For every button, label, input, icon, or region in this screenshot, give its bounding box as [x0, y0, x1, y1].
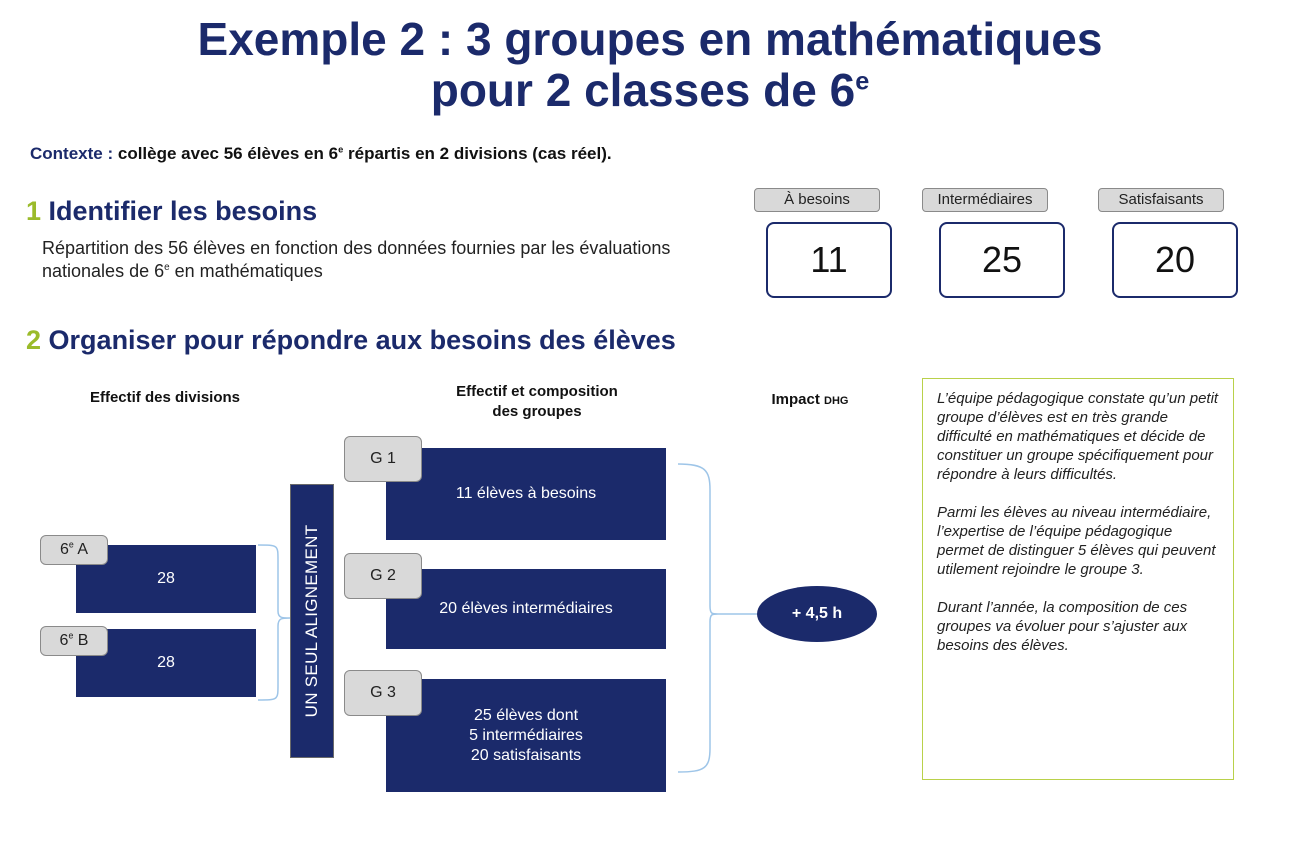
stat-label-satisfaisants: Satisfaisants: [1098, 188, 1224, 212]
group-tag-2: G 2: [344, 553, 422, 599]
title-line-1: Exemple 2 : 3 groupes en mathématiques: [197, 13, 1103, 65]
explanation-note: [922, 378, 1234, 780]
division-tag-b: 6e B: [40, 626, 108, 656]
header-groups: Effectif et composition des groupes: [456, 383, 618, 420]
note-paragraph-3: Durant l’année, la composition de ces groupes va évoluer pour s’ajuster aux besoins des élèves.: [937, 599, 1188, 654]
title-line-2: pour 2 classes de 6e: [430, 64, 870, 116]
step2-title: Organiser pour répondre aux besoins des élèves: [48, 325, 676, 355]
stat-label-besoins: À besoins: [754, 188, 880, 212]
group3-line-2: 5 intermédiaires: [469, 726, 583, 744]
step2-number: 2: [26, 325, 42, 355]
stat-value-besoins: 11: [766, 222, 892, 298]
context-text: collège avec 56 élèves en 6e répartis en 2 divisions (cas réel).: [117, 144, 612, 163]
alignment-bar: UN SEUL ALIGNEMENT: [290, 484, 334, 758]
group-box-1: 11 élèves à besoins: [386, 448, 666, 540]
step1-description: Répartition des 56 élèves en fonction des données fournies par les évaluations nationales de 6e en mathématiques: [42, 238, 671, 281]
group3-line-3: 20 satisfaisants: [470, 746, 582, 764]
group-tag-3: G 3: [344, 670, 422, 716]
group-box-3: [386, 679, 666, 792]
note-paragraph-2: Parmi les élèves au niveau intermédiaire, l’expertise de l’équipe pédagogique permet de distinguer 5 élèves qui peuvent utilement rejoindre le groupe 3.: [937, 504, 1216, 578]
group3-line-1: 25 élèves dont: [473, 706, 579, 724]
header-impact: Impact DHG: [771, 391, 849, 408]
note-paragraph-1: L’équipe pédagogique constate qu’un petit groupe d’élèves est en très grande difficulté en mathématiques et décide de constituer un groupe spécifiquement pour répondre à leurs difficultés.: [937, 390, 1219, 483]
stat-value-satisfaisants: 20: [1112, 222, 1238, 298]
group-tag-1: G 1: [344, 436, 422, 482]
group-box-2: 20 élèves intermédiaires: [386, 569, 666, 649]
step1-title: Identifier les besoins: [48, 196, 318, 226]
division-box-a: 28: [76, 545, 256, 613]
stat-label-intermediaires: Intermédiaires: [922, 188, 1048, 212]
header-divisions: Effectif des divisions: [89, 389, 241, 406]
impact-badge: + 4,5 h: [757, 586, 877, 642]
step1-number: 1: [26, 196, 42, 226]
division-box-b: 28: [76, 629, 256, 697]
stat-value-intermediaires: 25: [939, 222, 1065, 298]
context-label: Contexte :: [30, 144, 114, 163]
division-tag-a: 6e A: [40, 535, 108, 565]
